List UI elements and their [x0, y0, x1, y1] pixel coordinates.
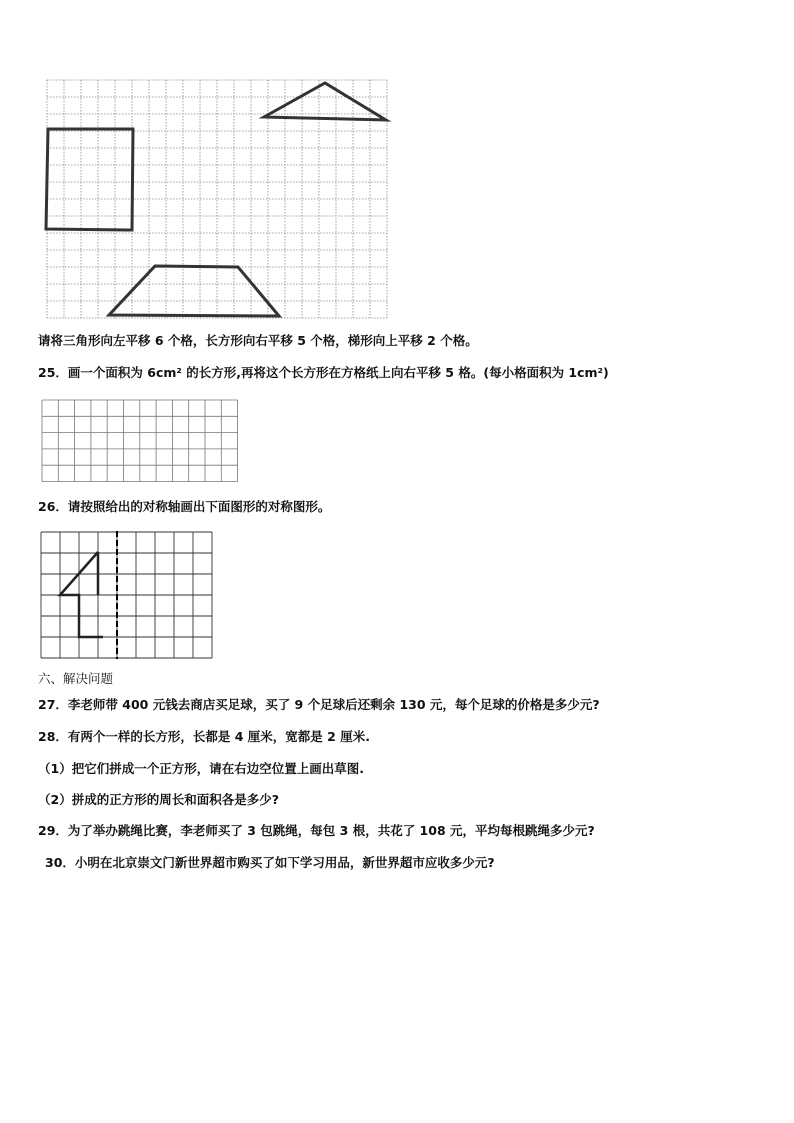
symmetry-grid-figure [41, 531, 213, 661]
q24-instruction: 请将三角形向左平移 6 个格，长方形向右平移 5 个格，梯形向上平移 2 个格。 [38, 333, 478, 348]
rectangle-shape [46, 129, 133, 230]
translation-grid-figure [46, 80, 390, 320]
q26-text: 26．请按照给出的对称轴画出下面图形的对称图形。 [38, 499, 331, 514]
trapezoid-shape [109, 266, 279, 316]
square-grid [42, 400, 238, 482]
given-shape [60, 552, 103, 637]
q28-part1: （1）把它们拼成一个正方形，请在右边空位置上画出草图. [38, 761, 364, 776]
section-title: 六、解决问题 [38, 671, 114, 686]
triangle-shape [264, 83, 386, 120]
dotted-grid [47, 80, 387, 318]
q30-text: 30．小明在北京崇文门新世界超市购买了如下学习用品，新世界超市应收多少元? [45, 855, 495, 870]
q29-text: 29．为了举办跳绳比赛，李老师买了 3 包跳绳，每包 3 根，共花了 108 元，平均每根跳绳多少元? [38, 823, 595, 838]
q28-part2: （2）拼成的正方形的周长和面积各是多少? [38, 792, 279, 807]
q25-text: 25．画一个面积为 6cm² 的长方形,再将这个长方形在方格纸上向右平移 5 格。(每小格面积为 1cm²) [38, 365, 609, 380]
q28-text: 28．有两个一样的长方形，长都是 4 厘米，宽都是 2 厘米. [38, 729, 370, 744]
q27-text: 27．李老师带 400 元钱去商店买足球，买了 9 个足球后还剩余 130 元，每个足球的价格是多少元? [38, 697, 600, 712]
area-grid-figure [42, 400, 240, 482]
